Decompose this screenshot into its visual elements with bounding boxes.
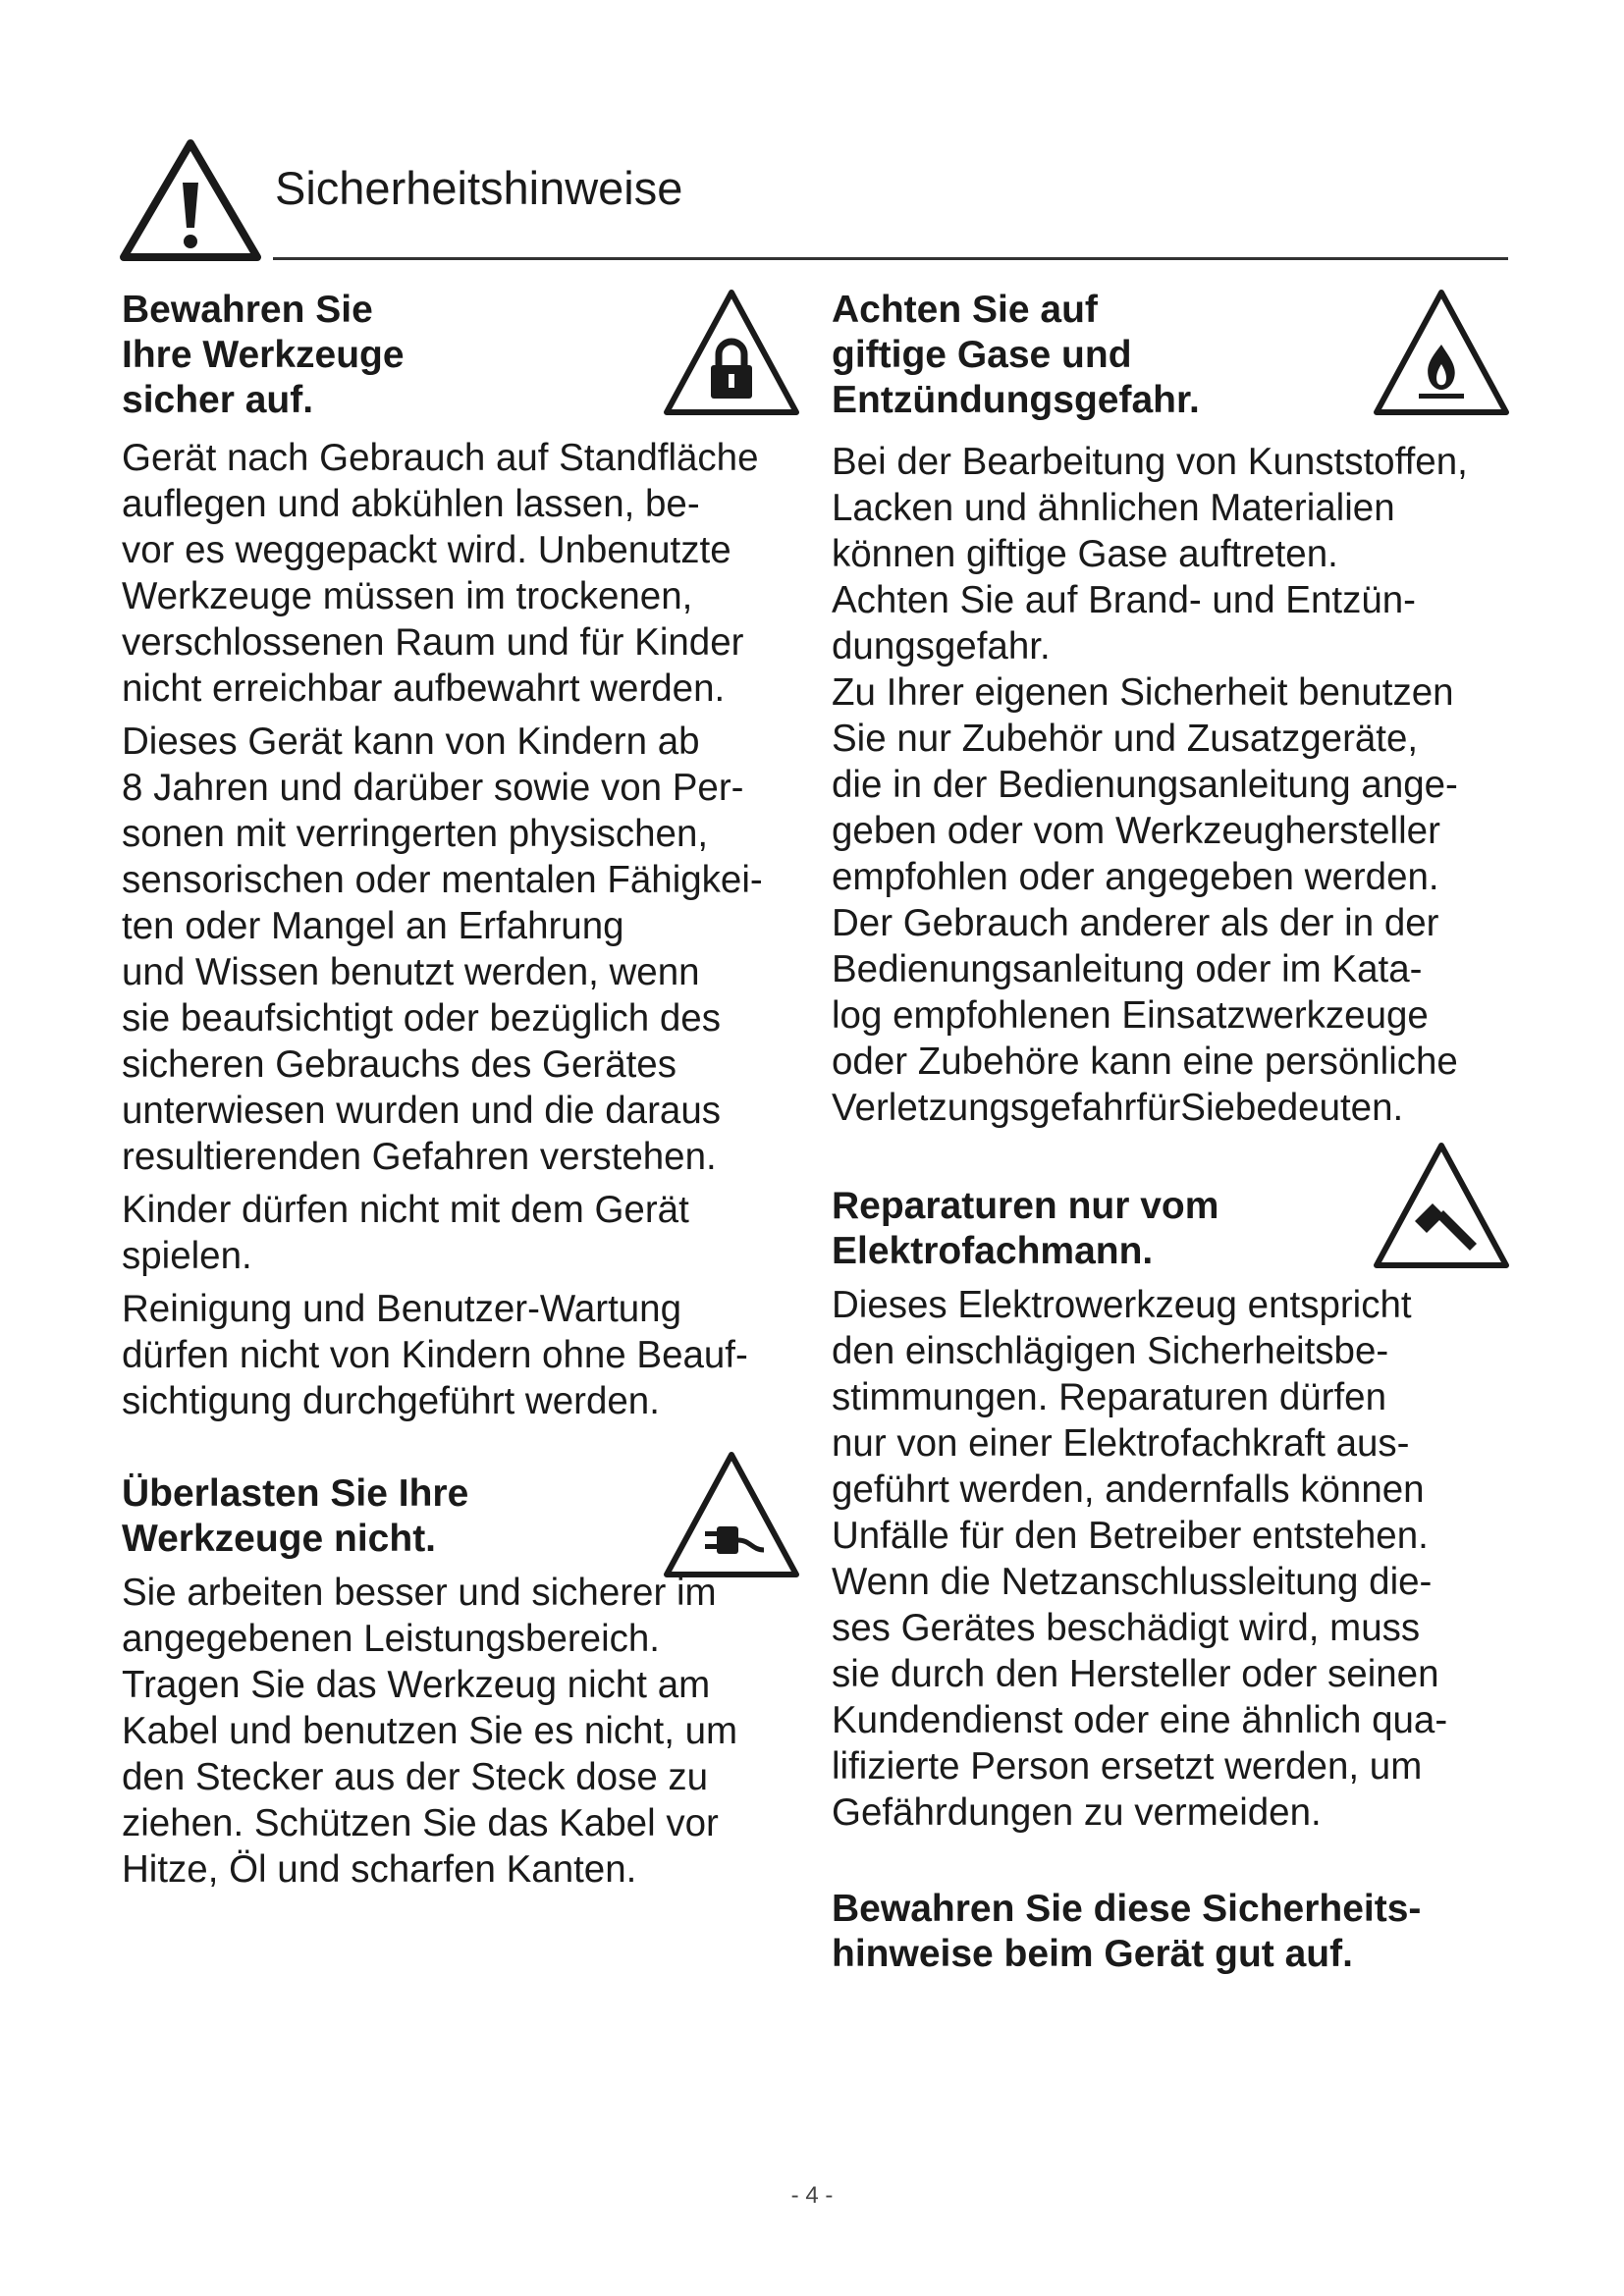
section-repairs — [832, 1184, 1511, 1836]
section-title: Reparaturen nur vom Elektrofachmann. — [832, 1185, 1219, 1272]
section-no-overload — [122, 1471, 801, 1893]
section-title: Überlasten Sie Ihre Werkzeuge nicht. — [122, 1472, 469, 1560]
warning-triangle-exclamation-icon — [120, 137, 261, 263]
paragraph: Gerät nach Gebrauch auf Standfläche auflegen und abkühlen lassen, be- vor es weggepackt wird. Unbenutzte Werkzeuge müssen im trockenen, verschlossenen Raum und für Kinder nicht erreichbar aufbewahrt werden. — [122, 437, 759, 710]
section-toxic-gases — [832, 288, 1511, 1131]
paragraph: Reinigung und Benutzer-Wartung dürfen nicht von Kindern ohne Beauf- sichtigung durchgeführt werden. — [122, 1288, 748, 1422]
paragraph: Sie arbeiten besser und sicherer im angegebenen Leistungsbereich. Tragen Sie das Werkzeug nicht am Kabel und benutzen Sie es nicht, um den Stecker aus der Steck dose zu ziehen. Schützen Sie das Kabel vor Hitze, Öl und scharfen Kanten. — [122, 1572, 738, 1891]
section-store-tools — [122, 288, 801, 1424]
header-divider — [273, 257, 1508, 260]
plug-warning-icon — [662, 1450, 801, 1579]
closing-note: Bewahren Sie diese Sicherheits- hinweise beim Gerät gut auf. — [832, 1888, 1422, 1975]
paragraph: Dieses Gerät kann von Kindern ab 8 Jahren und darüber sowie von Per- sonen mit verringerten physischen, sensorischen oder mentalen Fähigkei- ten oder Mangel an Erfahrung und Wissen benutzt werden, wenn sie beaufsichtigt oder bezüglich des sicheren Gebrauchs des Gerätes unterwiesen wurden und die daraus resultierenden Gefahren verstehen. — [122, 721, 763, 1178]
page-title: Sicherheitshinweise — [275, 162, 683, 214]
right-column — [832, 288, 1511, 1977]
section-title: Achten Sie auf giftige Gase und Entzündungsgefahr. — [832, 289, 1200, 421]
paragraph: Bei der Bearbeitung von Kunststoffen, Lacken und ähnlichen Materialien können giftige Gase auftreten. Achten Sie auf Brand- und Entzün- dungsgefahr. Zu Ihrer eigenen Sicherheit benutzen Sie nur Zubehör und Zusatzgeräte, die in der Bedienungsanleitung ange- geben oder vom Werkzeughersteller empfohlen oder angegeben werden. Der Gebrauch anderer als der in der Bedienungsanleitung oder im Kata- log empfohlenen Einsatzwerkzeuge oder Zubehöre kann eine persönliche VerletzungsgefahrfürSiebedeuten. — [832, 441, 1468, 1129]
flame-warning-icon — [1372, 288, 1511, 417]
section-title: Bewahren Sie Ihre Werkzeuge sicher auf. — [122, 289, 405, 421]
page-number: - 4 - — [790, 2182, 834, 2209]
left-column — [122, 288, 801, 1893]
paragraph: Dieses Elektrowerkzeug entspricht den einschlägigen Sicherheitsbe- stimmungen. Reparaturen dürfen nur von einer Elektrofachkraft aus- geführt werden, andernfalls können Unfälle für den Betreiber entstehen. Wenn die Netzanschlussleitung die- ses Gerätes beschädigt wird, muss sie durch den Hersteller oder seinen Kundendienst oder eine ähnlich qua- lifizierte Person ersetzt werden, um Gefährdungen zu vermeiden. — [832, 1284, 1448, 1834]
hammer-warning-icon — [1372, 1141, 1511, 1270]
lock-warning-icon — [662, 288, 801, 417]
paragraph: Kinder dürfen nicht mit dem Gerät spielen. — [122, 1189, 689, 1277]
